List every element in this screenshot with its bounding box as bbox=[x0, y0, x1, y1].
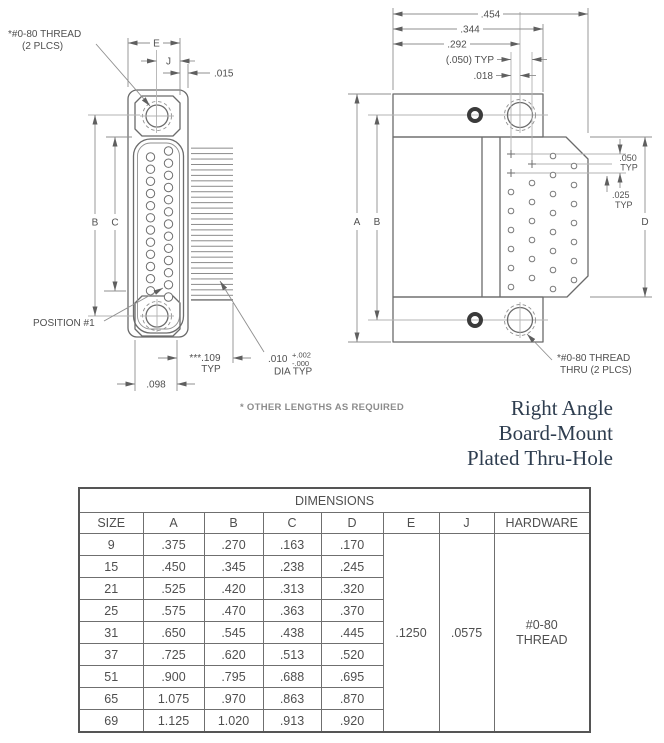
dim-label-d: D bbox=[641, 217, 649, 228]
side-bottom-holes bbox=[368, 302, 548, 338]
front-dim-pitch bbox=[158, 353, 251, 375]
cell-c: .238 bbox=[263, 556, 321, 578]
header-hardware: HARDWARE bbox=[494, 513, 590, 534]
dim-label-454: .454 bbox=[480, 9, 501, 21]
header-e: E bbox=[383, 513, 439, 534]
footnote: * OTHER LENGTHS AS REQUIRED bbox=[240, 402, 404, 413]
side-thread-note-line2: THRU (2 PLCS) bbox=[560, 365, 632, 376]
front-thread-note-line1: *#0-80 THREAD bbox=[8, 29, 82, 40]
dimensions-table bbox=[78, 487, 591, 733]
cell-c: .163 bbox=[263, 534, 321, 556]
dim-label-stagger: .025 bbox=[612, 190, 630, 200]
cell-a: 1.075 bbox=[143, 688, 204, 710]
cell-d: .320 bbox=[321, 578, 383, 600]
cell-hardware-merged bbox=[494, 534, 590, 733]
cell-size: 21 bbox=[79, 578, 143, 600]
product-title-line-3: Plated Thru-Hole bbox=[467, 446, 613, 470]
cell-size: 69 bbox=[79, 710, 143, 733]
position-label: POSITION #1 bbox=[33, 318, 95, 329]
dim-label-e: E bbox=[153, 38, 160, 50]
table-title-row bbox=[79, 488, 590, 513]
front-dim-b bbox=[92, 115, 99, 316]
cell-a: 1.125 bbox=[143, 710, 204, 733]
header-j: J bbox=[439, 513, 494, 534]
dim-label-015: .015 bbox=[214, 68, 234, 80]
table-header-row bbox=[79, 513, 590, 534]
cell-c: .913 bbox=[263, 710, 321, 733]
dim-label-344: .344 bbox=[460, 24, 480, 36]
dim-label-a: A bbox=[353, 217, 361, 228]
front-contact-column-right bbox=[164, 147, 172, 301]
cell-b: .470 bbox=[204, 600, 263, 622]
ribbon-leads bbox=[191, 147, 233, 301]
dim-label-row-pitch-typ: TYP bbox=[620, 162, 638, 173]
side-dim-b bbox=[374, 115, 381, 320]
hardware-line-2: THREAD bbox=[516, 632, 568, 647]
dim-label-018: .018 bbox=[473, 71, 493, 82]
dim-label-109-typ: TYP bbox=[201, 364, 221, 375]
header-size: SIZE bbox=[79, 513, 143, 534]
header-a: A bbox=[143, 513, 204, 534]
side-top-holes bbox=[368, 100, 548, 131]
cell-size: 25 bbox=[79, 600, 143, 622]
dia-label-tol-plus: +.002 bbox=[292, 350, 311, 360]
front-position-note bbox=[33, 288, 163, 329]
dim-label-109: ***.109 bbox=[189, 353, 221, 364]
cell-a: .375 bbox=[143, 534, 204, 556]
side-view bbox=[348, 8, 652, 376]
cell-d: .370 bbox=[321, 600, 383, 622]
dia-label-suffix: DIA TYP bbox=[274, 366, 313, 378]
table-title: DIMENSIONS bbox=[79, 488, 590, 513]
front-dim-e bbox=[128, 39, 180, 50]
cell-b: .620 bbox=[204, 644, 263, 666]
front-view bbox=[8, 29, 312, 391]
side-body bbox=[393, 94, 588, 342]
side-dim-018 bbox=[474, 71, 536, 82]
dim-label-row-pitch: .050 bbox=[619, 153, 637, 163]
cell-d: .520 bbox=[321, 644, 383, 666]
side-dim-flange-width bbox=[393, 25, 543, 36]
cell-a: .650 bbox=[143, 622, 204, 644]
front-dim-offset bbox=[117, 380, 195, 391]
dim-label-292: .292 bbox=[447, 39, 467, 51]
cell-size: 9 bbox=[79, 534, 143, 556]
dim-label-098: .098 bbox=[146, 379, 166, 391]
side-dim-row-pitch bbox=[619, 139, 638, 188]
cell-size: 31 bbox=[79, 622, 143, 644]
product-title-line-1: Right Angle bbox=[510, 396, 613, 420]
front-dim-j bbox=[141, 57, 195, 68]
cell-c: .363 bbox=[263, 600, 321, 622]
cell-c: .513 bbox=[263, 644, 321, 666]
dim-label-stagger-typ: TYP bbox=[615, 200, 633, 210]
cell-a: .450 bbox=[143, 556, 204, 578]
dim-label-c: C bbox=[111, 217, 119, 229]
cell-b: .795 bbox=[204, 666, 263, 688]
header-d: D bbox=[321, 513, 383, 534]
cell-size: 37 bbox=[79, 644, 143, 666]
side-pin-field bbox=[507, 150, 626, 292]
dim-label-side-b: B bbox=[373, 217, 381, 228]
front-dim-wall bbox=[163, 69, 234, 80]
cell-b: 1.020 bbox=[204, 710, 263, 733]
front-contact-column-left bbox=[146, 153, 154, 295]
cell-c: .688 bbox=[263, 666, 321, 688]
cell-a: .525 bbox=[143, 578, 204, 600]
cell-b: .345 bbox=[204, 556, 263, 578]
dia-label-tol-minus: -.000 bbox=[292, 359, 310, 368]
cell-d: .870 bbox=[321, 688, 383, 710]
cell-e-merged: .1250 bbox=[383, 534, 439, 733]
cell-size: 51 bbox=[79, 666, 143, 688]
cell-b: .545 bbox=[204, 622, 263, 644]
dim-label-b: B bbox=[91, 217, 99, 229]
cell-a: .900 bbox=[143, 666, 204, 688]
side-dim-a bbox=[354, 94, 361, 342]
dim-label-j: J bbox=[166, 56, 171, 68]
cell-c: .313 bbox=[263, 578, 321, 600]
cell-a: .725 bbox=[143, 644, 204, 666]
cell-c: .438 bbox=[263, 622, 321, 644]
hardware-line-1: #0-80 bbox=[525, 617, 558, 632]
cell-d: .920 bbox=[321, 710, 383, 733]
header-b: B bbox=[204, 513, 263, 534]
cell-c: .863 bbox=[263, 688, 321, 710]
cell-d: .445 bbox=[321, 622, 383, 644]
cell-d: .170 bbox=[321, 534, 383, 556]
cell-a: .575 bbox=[143, 600, 204, 622]
front-thread-note-line2: (2 PLCS) bbox=[22, 41, 64, 52]
side-thread-note-line1: *#0-80 THREAD bbox=[557, 353, 631, 364]
front-dim-c bbox=[111, 137, 118, 291]
side-dim-d bbox=[641, 137, 648, 297]
cell-size: 65 bbox=[79, 688, 143, 710]
dim-label-050-typ: (.050) TYP bbox=[445, 55, 494, 66]
front-dia-callout bbox=[220, 281, 312, 378]
cell-b: .420 bbox=[204, 578, 263, 600]
cell-j-merged: .0575 bbox=[439, 534, 494, 733]
cell-d: .695 bbox=[321, 666, 383, 688]
cell-b: .970 bbox=[204, 688, 263, 710]
cell-d: .245 bbox=[321, 556, 383, 578]
cell-b: .270 bbox=[204, 534, 263, 556]
side-dim-hole-offset bbox=[393, 40, 520, 51]
dia-label-value: .010 bbox=[268, 354, 288, 365]
side-dim-overall-width bbox=[393, 10, 588, 21]
product-title-line-2: Board-Mount bbox=[498, 421, 613, 445]
cell-size: 15 bbox=[79, 556, 143, 578]
header-c: C bbox=[263, 513, 321, 534]
table-row bbox=[79, 534, 590, 556]
product-title bbox=[467, 396, 613, 471]
